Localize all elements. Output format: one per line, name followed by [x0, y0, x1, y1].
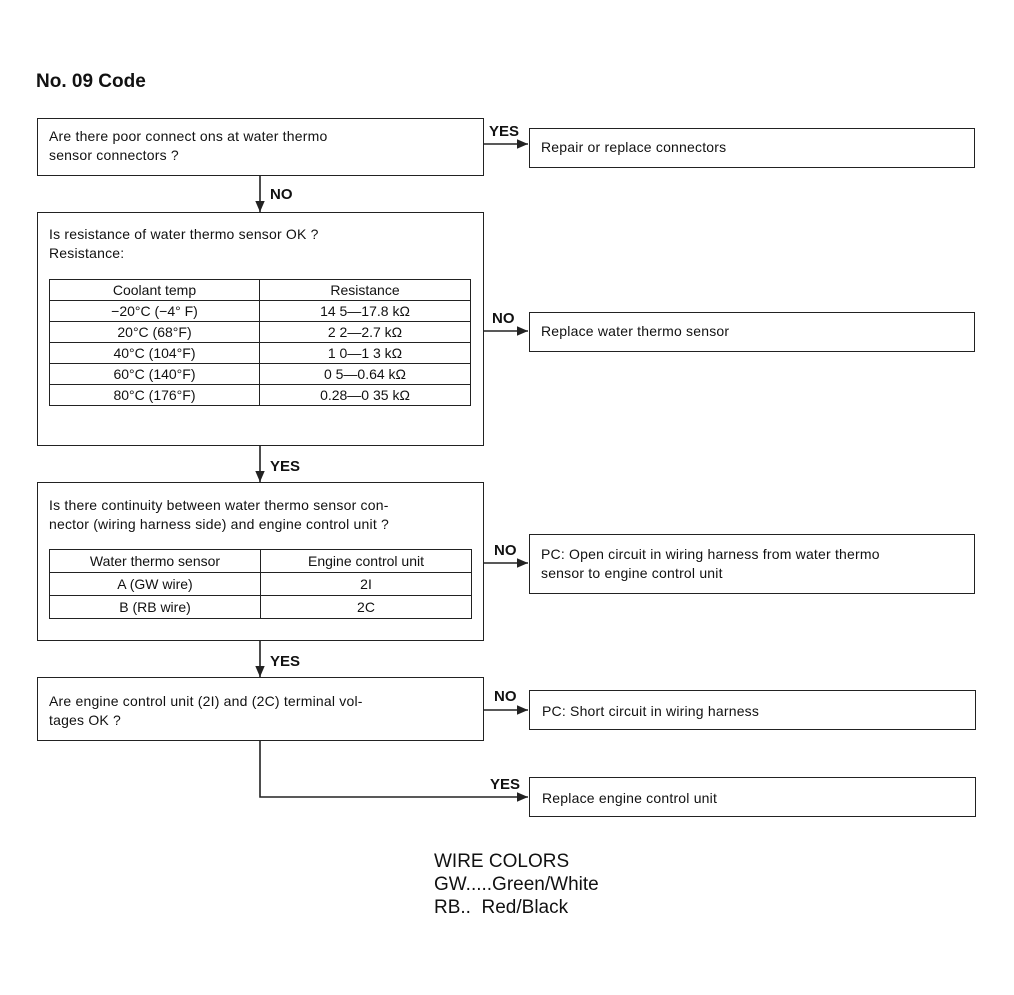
table-header-row	[50, 280, 471, 301]
question-box-terminal-voltages	[37, 677, 484, 741]
yes-label: YES	[490, 776, 521, 793]
action-box-short-circuit	[529, 690, 976, 730]
table-header: Engine control unit	[261, 550, 472, 573]
question-text: Is resistance of water thermo sensor OK ? Resistance:	[49, 226, 319, 261]
table-row	[50, 385, 471, 406]
table-header: Water thermo sensor	[50, 550, 261, 573]
action-box-repair-connectors	[529, 128, 975, 168]
table-cell: 40°C (104°F)	[50, 343, 260, 364]
action-text: PC: Short circuit in wiring harness	[542, 703, 760, 719]
table-cell: 80°C (176°F)	[50, 385, 260, 406]
action-box-replace-sensor	[529, 312, 975, 352]
no-label: NO	[270, 186, 293, 203]
legend-item-rb: RB.. Red/Black	[434, 897, 569, 918]
table-cell: 0 5—0.64 kΩ	[260, 364, 471, 385]
table-header: Resistance	[260, 280, 471, 301]
table-row	[50, 322, 471, 343]
question-text: Are engine control unit (2I) and (2C) terminal vol- tages OK ?	[49, 693, 363, 728]
yes-label: YES	[489, 123, 520, 140]
table-cell: 14 5—17.8 kΩ	[260, 301, 471, 322]
question-box-resistance	[37, 212, 484, 446]
table-cell: −20°C (−4° F)	[50, 301, 260, 322]
continuity-table	[49, 549, 472, 619]
action-text: PC: Open circuit in wiring harness from water thermo sensor to engine control unit	[541, 546, 880, 581]
question-box-connectors	[37, 118, 484, 176]
table-cell: 2 2—2.7 kΩ	[260, 322, 471, 343]
table-row	[50, 343, 471, 364]
no-label: NO	[492, 310, 515, 327]
table-cell: 1 0—1 3 kΩ	[260, 343, 471, 364]
action-box-replace-ecu	[529, 777, 976, 817]
table-cell: A (GW wire)	[50, 573, 261, 596]
question-text: Is there continuity between water thermo sensor con- nector (wiring harness side) and engine control unit ?	[49, 497, 389, 532]
table-cell: 60°C (140°F)	[50, 364, 260, 385]
table-row	[50, 596, 472, 619]
table-header-row	[50, 550, 472, 573]
table-cell: 2I	[261, 573, 472, 596]
no-label: NO	[494, 542, 517, 559]
question-text: Are there poor connect ons at water thermo sensor connectors ?	[49, 128, 328, 163]
yes-label: YES	[270, 653, 301, 670]
resistance-table	[49, 279, 471, 406]
table-cell: 2C	[261, 596, 472, 619]
table-cell: 20°C (68°F)	[50, 322, 260, 343]
table-row	[50, 364, 471, 385]
no-label: NO	[494, 688, 517, 705]
page-title: No. 09 Code	[36, 71, 146, 92]
table-row	[50, 301, 471, 322]
action-text: Repair or replace connectors	[541, 139, 727, 155]
yes-label: YES	[270, 458, 301, 475]
action-text: Replace engine control unit	[542, 790, 718, 806]
action-text: Replace water thermo sensor	[541, 323, 730, 339]
legend-title: WIRE COLORS	[434, 851, 570, 872]
wire-colors-legend	[434, 850, 599, 919]
question-box-continuity	[37, 482, 484, 641]
action-box-open-circuit	[529, 534, 975, 594]
table-header: Coolant temp	[50, 280, 260, 301]
table-row	[50, 573, 472, 596]
table-cell: B (RB wire)	[50, 596, 261, 619]
legend-item-gw: GW.....Green/White	[434, 874, 599, 895]
table-cell: 0.28—0 35 kΩ	[260, 385, 471, 406]
